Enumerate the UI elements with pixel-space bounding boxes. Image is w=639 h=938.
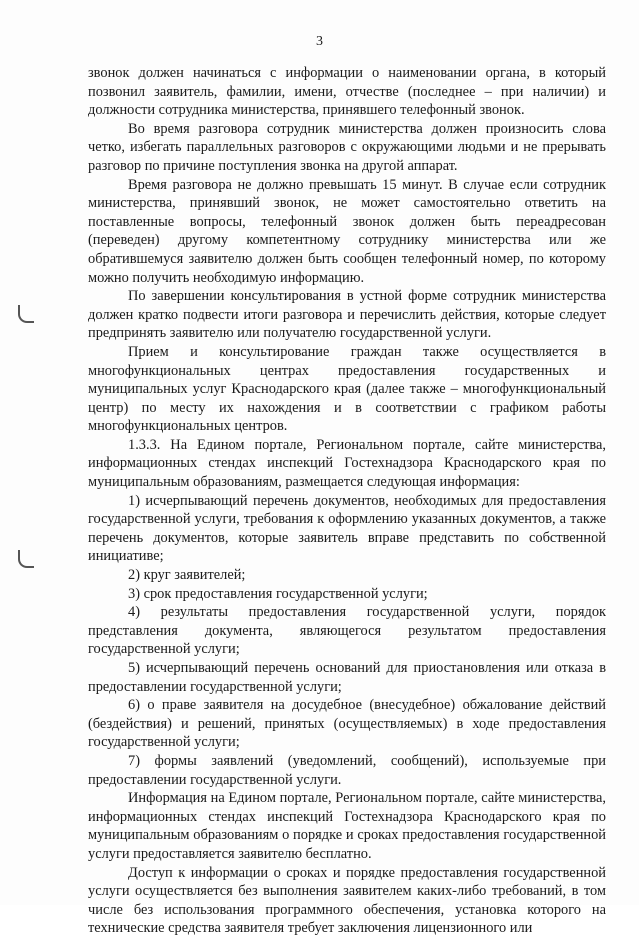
paragraph: Во время разговора сотрудник министерства должен произносить слова четко, избегать параллельных разговоров с окружающими людьми и не прерывать разговор по причине поступления звонка на другой аппарат. [88, 120, 606, 174]
list-item: 6) о праве заявителя на досудебное (внесудебное) обжалование действий (бездействия) и решений, принятых (осуществляемых) в ходе предоставления государственной услуги; [88, 697, 606, 751]
list-item: 2) круг заявителей; [128, 567, 246, 584]
list-item: 7) формы заявлений (уведомлений, сообщений), используемые при предоставлении государственной услуги. [88, 752, 606, 788]
list-item: 3) срок предоставления государственной услуги; [128, 585, 428, 602]
paragraph: Время разговора не должно превышать 15 минут. В случае если сотрудник министерства, принявший звонок, не может самостоятельно ответить на поставленные вопросы, телефонный звонок должен быть переадресован (переведен) другому компетентному сотруднику министерства или же обратившемуся заявителю должен быть сообщен телефонный номер, по которому можно получить необходимую информацию. [88, 176, 606, 286]
list-item: 1) исчерпывающий перечень документов, необходимых для предоставления государственной услуги, требования к оформлению указанных документов, а также перечень документов, которые заявитель вправе представить по собственной инициативе; [88, 492, 606, 565]
punch-hole-mark [18, 550, 34, 568]
paragraph: Информация на Едином портале, Региональном портале, сайте министерства, информационных стендах инспекций Гостехнадзора Краснодарского края по муниципальным образованиям о порядке и сроках предоставления государственной услуги предоставляется заявителю бесплатно. [88, 790, 606, 862]
document-body [88, 64, 606, 938]
paragraph: Доступ к информации о сроках и порядке предоставления государственной услуги осуществляется без выполнения заявителем каких-либо требований, в том числе без использования программного обеспечения, установка которого на технические средства заявителя требует заключения лицензионного или [88, 864, 606, 937]
section-paragraph: 1.3.3. На Едином портале, Региональном портале, сайте министерства, информационных стендах инспекций Гостехнадзора Краснодарского края по муниципальным образованиям, размещается следующая информация: [88, 436, 606, 491]
paragraph: По завершении консультирования в устной форме сотрудник министерства должен кратко подвести итоги разговора и перечислить действия, которые следует предпринять заявителю или получателю государственной услуги. [88, 288, 606, 342]
list-item: 5) исчерпывающий перечень оснований для приостановления или отказа в предоставлении государственной услуги; [88, 660, 606, 695]
paragraph-continuation: звонок должен начинаться с информации о наименовании органа, в который позвонил заявитель, фамилии, имени, отчестве (последнее – при наличии) и должности сотрудника министерства, принявшего телефонный звонок. [88, 65, 606, 119]
list-item: 4) результаты предоставления государственной услуги, порядок представления документа, являющегося результатом предоставления государственной услуги; [88, 604, 606, 658]
page-number: 3 [316, 34, 323, 49]
paragraph: Прием и консультирование граждан также осуществляется в многофункциональных центрах предоставления государственных и муниципальных услуг Краснодарского края (далее также – многофункциональный центр) по месту их нахождения и в соответствии с графиком работы многофункциональных центров. [88, 343, 606, 435]
punch-hole-mark [18, 305, 34, 323]
